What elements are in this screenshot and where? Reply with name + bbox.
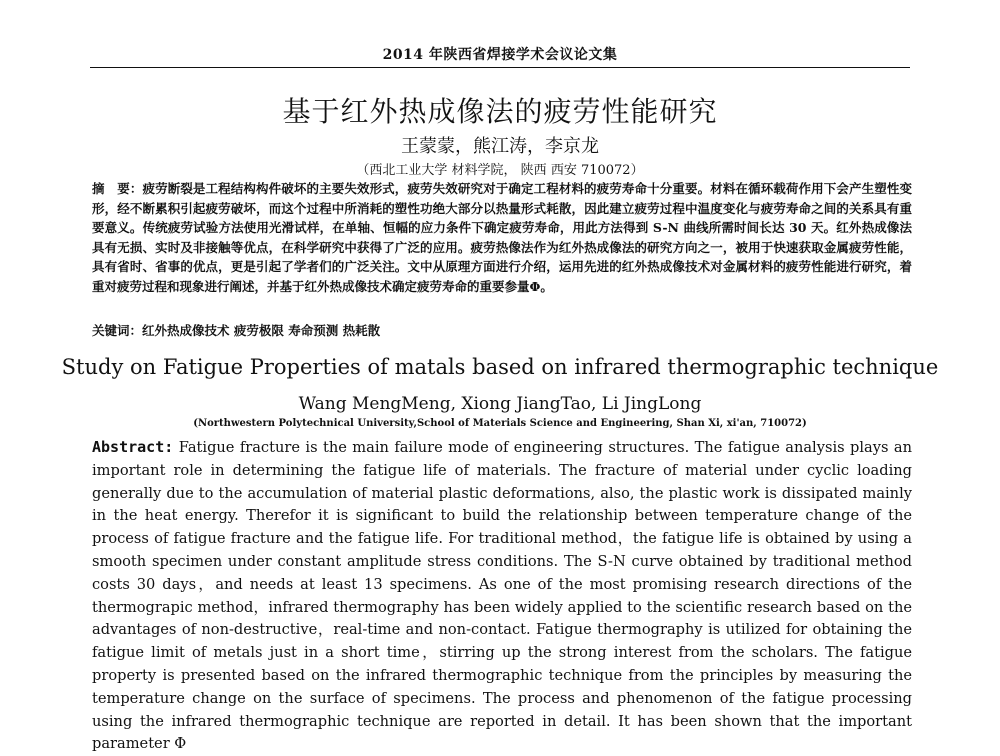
chinese-keywords-label: 关键词： <box>92 323 143 338</box>
chinese-abstract-text: 疲劳断裂是工程结构构件破坏的主要失效形式，疲劳失效研究对于确定工程材料的疲劳寿命十分重要。材料在循环载荷作用下会产生塑性变形，经不断累积引起疲劳破坏，而这个过程中所消耗的塑性功绝大部分以热量形式耗散，因此建立疲劳过程中温度变化与疲劳寿命之间的关系具有重要意义。传统疲劳试验方法使用光滑试样，在单轴、恒幅的应力条件下确定疲劳寿命，用此方法得到 S-N 曲线所需时间长达 30 天。红外热成像法具有无损、实时及非接触等优点，在科学研究中获得了广泛的应用。疲劳热像法作为红外热成像法的研究方向之一，被用于快速获取金属疲劳性能，具有省时、省事的优点，更是引起了学者们的广泛关注。文中从原理方面进行介绍，运用先进的红外热成像技术对金属材料的疲劳性能进行研究，着重对疲劳过程和现象进行阐述，并基于红外热成像技术确定疲劳寿命的重要参量Φ。 <box>92 181 912 294</box>
chinese-keywords-text: 红外热成像技术 疲劳极限 寿命预测 热耗散 <box>142 323 381 338</box>
english-abstract-text: Fatigue fracture is the main failure mode of engineering structures. The fatigue analysis plays an important role in determining the fatigue life of materials. The fracture of material under cyclic loading generally due to the accumulation of material plastic deformations, also, the plastic work is dissipated mainly in the heat energy. Therefor it is significant to build the relationship between temperature change of the process of fatigue fracture and the fatigue life. For traditional method，the fatigue life is obtained by using a smooth specimen under constant amplitude stress conditions. The S-N curve obtained by traditional method costs 30 days，and needs at least 13 specimens. As one of the most promising research directions of the thermograpic method，infrared thermography has been widely applied to the scientific research based on the advantages of non-destructive，real-time and non-contact. Fatigue thermography is utilized for obtaining the fatigue limit of metals just in a short time，stirring up the strong interest from the scholars. The fatigue property is presented based on the infrared thermographic technique from the principles by measuring the temperature change on the surface of specimens. The process and phenomenon of the fatigue processing using the infrared thermographic technique are reported in detail. It has been shown that the important parameter Φ <box>92 439 912 753</box>
chinese-abstract <box>92 179 912 297</box>
chinese-abstract-label: 摘 要： <box>92 181 143 196</box>
chinese-affiliation: （西北工业大学 材料学院， 陕西 西安 710072） <box>356 163 644 178</box>
chinese-keywords <box>92 321 912 339</box>
chinese-title: 基于红外热成像法的疲劳性能研究 <box>282 95 718 128</box>
english-abstract-label: Abstract: <box>92 438 174 456</box>
english-affiliation: (Northwestern Polytechnical University,School of Materials Science and Engineering, Shan Xi, xi'an, 710072) <box>193 418 807 429</box>
english-title: Study on Fatigue Properties of matals based on infrared thermographic technique <box>61 355 939 379</box>
header-rule <box>90 67 910 68</box>
english-abstract <box>92 436 912 756</box>
english-authors: Wang MengMeng, Xiong JiangTao, Li JingLong <box>298 394 702 414</box>
chinese-authors: 王蒙蒙，熊江涛，李京龙 <box>401 136 599 157</box>
running-header: 2014 年陕西省焊接学术会议论文集 <box>382 47 618 63</box>
